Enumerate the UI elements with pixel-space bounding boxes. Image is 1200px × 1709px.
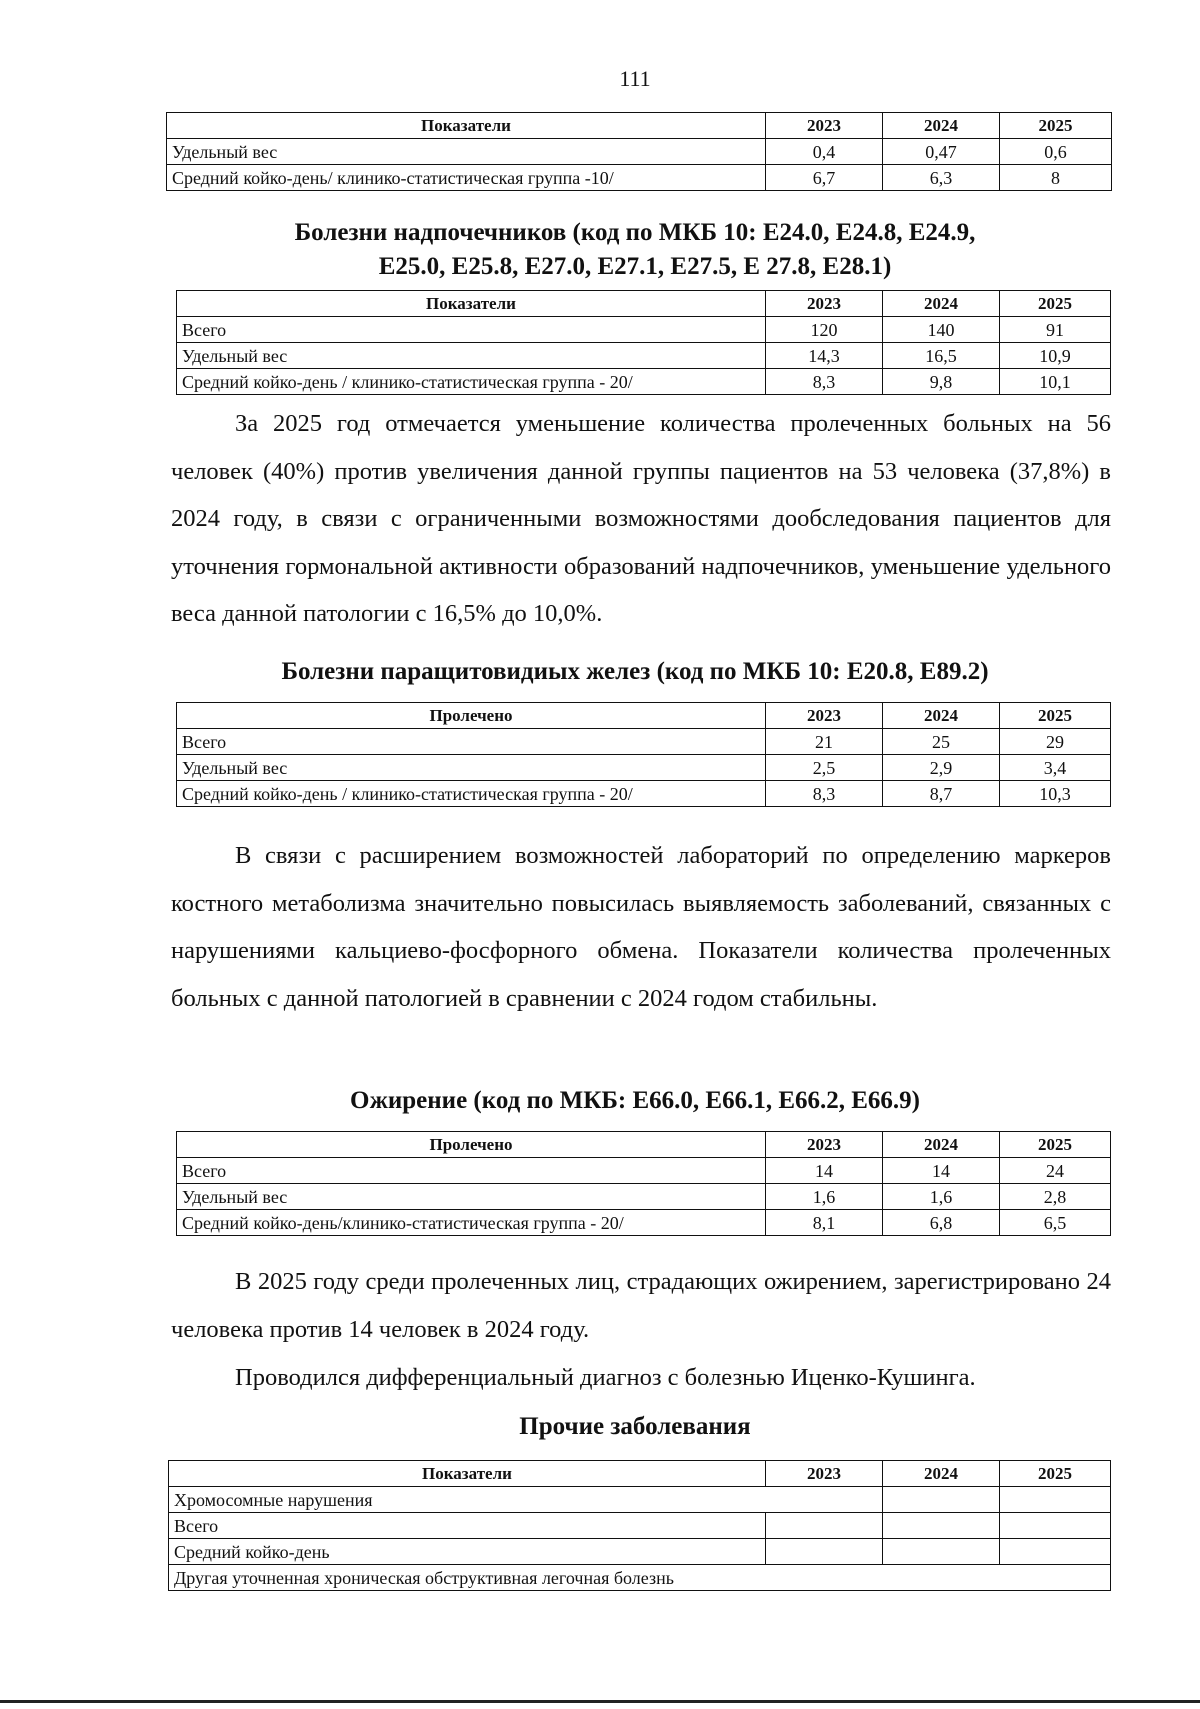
paragraph-text: Проводился дифференциальный диагноз с болезнью Иценко-Кушинга. bbox=[235, 1364, 976, 1391]
column-header: 2024 bbox=[883, 1461, 1000, 1487]
cell-value: 24 bbox=[1000, 1158, 1111, 1184]
cell-value: 14 bbox=[766, 1158, 883, 1184]
column-header: 2023 bbox=[766, 703, 883, 729]
cell-value: 8,3 bbox=[766, 781, 883, 807]
paragraph-differential-diagnosis bbox=[235, 1363, 976, 1393]
cell-value: 14 bbox=[883, 1158, 1000, 1184]
cell-value: 120 bbox=[766, 317, 883, 343]
cell-value: 29 bbox=[1000, 729, 1111, 755]
cell-value: 2,8 bbox=[1000, 1184, 1111, 1210]
section-title-adrenal bbox=[160, 216, 1110, 284]
table-row bbox=[177, 781, 1111, 807]
row-label: Всего bbox=[177, 729, 766, 755]
cell-value: 10,9 bbox=[1000, 343, 1111, 369]
cell-value: 8,7 bbox=[883, 781, 1000, 807]
row-label: Всего bbox=[177, 1158, 766, 1184]
cell-value: 140 bbox=[883, 317, 1000, 343]
cell-value: 6,3 bbox=[883, 165, 1000, 191]
row-label: Средний койко-день/ клинико-статистическая группа -10/ bbox=[167, 165, 766, 191]
column-header: 2025 bbox=[1000, 1461, 1111, 1487]
column-header: 2025 bbox=[1000, 113, 1112, 139]
cell-value bbox=[766, 1539, 883, 1565]
column-header: Пролечено bbox=[177, 703, 766, 729]
row-label: Удельный вес bbox=[177, 343, 766, 369]
row-label: Средний койко-день/клинико-статистическая группа - 20/ bbox=[177, 1210, 766, 1236]
cell-value: 8,1 bbox=[766, 1210, 883, 1236]
cell-value: 14,3 bbox=[766, 343, 883, 369]
cell-value bbox=[766, 1513, 883, 1539]
cell-value: 10,3 bbox=[1000, 781, 1111, 807]
cell-value: 2,5 bbox=[766, 755, 883, 781]
row-label: Другая уточненная хроническая обструктивная легочная болезнь bbox=[169, 1565, 1111, 1591]
row-label: Средний койко-день / клинико-статистическая группа - 20/ bbox=[177, 369, 766, 395]
table-row bbox=[177, 343, 1111, 369]
cell-value: 6,8 bbox=[883, 1210, 1000, 1236]
page-number: 111 bbox=[619, 66, 651, 91]
cell-value: 8,3 bbox=[766, 369, 883, 395]
table-header-row bbox=[177, 291, 1111, 317]
paragraph-text: В связи с расширением возможностей лабораторий по определению маркеров костного метаболизма значительно повысилась выявляемость заболеваний, связанных с нарушениями кальциево-фосфорного обмена. Показатели количества пролеченных больных с данной патологией в сравнении с 2024 годом стабильны. bbox=[171, 842, 1111, 1012]
table-parathyroid bbox=[176, 702, 1111, 807]
table-header-row bbox=[167, 113, 1112, 139]
paragraph-adrenal bbox=[171, 400, 1111, 638]
cell-value bbox=[883, 1539, 1000, 1565]
column-header: 2023 bbox=[766, 1132, 883, 1158]
table-row bbox=[177, 729, 1111, 755]
cell-value bbox=[883, 1513, 1000, 1539]
row-label: Средний койко-день / клинико-статистическая группа - 20/ bbox=[177, 781, 766, 807]
table-row bbox=[167, 139, 1112, 165]
table-adrenal bbox=[176, 290, 1111, 395]
table-indicators-top bbox=[166, 112, 1112, 191]
cell-value: 2,9 bbox=[883, 755, 1000, 781]
table-row bbox=[177, 1158, 1111, 1184]
cell-value: 0,47 bbox=[883, 139, 1000, 165]
table-row bbox=[169, 1565, 1111, 1591]
table-row bbox=[177, 1184, 1111, 1210]
table-header-row bbox=[177, 703, 1111, 729]
cell-value: 0,4 bbox=[766, 139, 883, 165]
section-title-parathyroid bbox=[160, 655, 1110, 689]
section-title-line: Болезни надпочечников (код по МКБ 10: Е24.0, Е24.8, Е24.9, bbox=[294, 219, 976, 246]
row-label: Всего bbox=[177, 317, 766, 343]
cell-value: 16,5 bbox=[883, 343, 1000, 369]
column-header: 2023 bbox=[766, 291, 883, 317]
row-label: Средний койко-день bbox=[169, 1539, 766, 1565]
section-title-other bbox=[160, 1410, 1110, 1444]
column-header: 2025 bbox=[1000, 1132, 1111, 1158]
page-bottom-edge bbox=[0, 1700, 1200, 1703]
table-row bbox=[177, 369, 1111, 395]
cell-value bbox=[883, 1487, 1000, 1513]
section-title-line: Ожирение (код по МКБ: Е66.0, Е66.1, Е66.2, Е66.9) bbox=[349, 1087, 921, 1114]
column-header: 2025 bbox=[1000, 291, 1111, 317]
row-label: Всего bbox=[169, 1513, 766, 1539]
paragraph-parathyroid bbox=[171, 832, 1111, 1022]
column-header: 2024 bbox=[883, 703, 1000, 729]
row-label: Удельный вес bbox=[167, 139, 766, 165]
section-title-line: Е25.0, Е25.8, Е27.0, Е27.1, Е27.5, Е 27.8, Е28.1) bbox=[378, 253, 892, 280]
section-title-line: Болезни паращитовидиых желез (код по МКБ 10: Е20.8, Е89.2) bbox=[281, 658, 989, 685]
cell-value bbox=[1000, 1513, 1111, 1539]
cell-value: 91 bbox=[1000, 317, 1111, 343]
paragraph-obesity bbox=[171, 1258, 1111, 1353]
table-row bbox=[177, 755, 1111, 781]
cell-value: 8 bbox=[1000, 165, 1112, 191]
column-header: 2024 bbox=[883, 291, 1000, 317]
row-label: Удельный вес bbox=[177, 1184, 766, 1210]
cell-value: 1,6 bbox=[883, 1184, 1000, 1210]
column-header: 2024 bbox=[883, 113, 1000, 139]
table-row bbox=[177, 1210, 1111, 1236]
cell-value: 0,6 bbox=[1000, 139, 1112, 165]
section-title-line: Прочие заболевания bbox=[519, 1413, 751, 1440]
row-label: Удельный вес bbox=[177, 755, 766, 781]
cell-value: 21 bbox=[766, 729, 883, 755]
cell-value: 25 bbox=[883, 729, 1000, 755]
table-row bbox=[177, 317, 1111, 343]
section-title-obesity bbox=[160, 1084, 1110, 1118]
row-label: Хромосомные нарушения bbox=[169, 1487, 883, 1513]
paragraph-text: За 2025 год отмечается уменьшение количества пролеченных больных на 56 человек (40%) против увеличения данной группы пациентов на 53 человека (37,8%) в 2024 году, в связи с ограниченными возможностями дообследования пациентов для уточнения гормональной активности образований надпочечников, уменьшение удельного веса данной патологии с 16,5% до 10,0%. bbox=[171, 410, 1111, 627]
table-row bbox=[169, 1513, 1111, 1539]
table-row bbox=[167, 165, 1112, 191]
column-header: 2024 bbox=[883, 1132, 1000, 1158]
table-row bbox=[169, 1487, 1111, 1513]
cell-value: 6,5 bbox=[1000, 1210, 1111, 1236]
cell-value: 9,8 bbox=[883, 369, 1000, 395]
column-header: 2023 bbox=[766, 113, 883, 139]
column-header: Показатели bbox=[167, 113, 766, 139]
cell-value: 1,6 bbox=[766, 1184, 883, 1210]
table-header-row bbox=[169, 1461, 1111, 1487]
paragraph-text: В 2025 году среди пролеченных лиц, страдающих ожирением, зарегистрировано 24 человека против 14 человек в 2024 году. bbox=[171, 1268, 1111, 1343]
table-other bbox=[168, 1460, 1111, 1591]
cell-value: 10,1 bbox=[1000, 369, 1111, 395]
table-header-row bbox=[177, 1132, 1111, 1158]
table-row bbox=[169, 1539, 1111, 1565]
column-header: 2025 bbox=[1000, 703, 1111, 729]
column-header: 2023 bbox=[766, 1461, 883, 1487]
cell-value: 6,7 bbox=[766, 165, 883, 191]
cell-value bbox=[1000, 1487, 1111, 1513]
cell-value bbox=[1000, 1539, 1111, 1565]
cell-value: 3,4 bbox=[1000, 755, 1111, 781]
column-header: Показатели bbox=[177, 291, 766, 317]
column-header: Показатели bbox=[169, 1461, 766, 1487]
table-obesity bbox=[176, 1131, 1111, 1236]
column-header: Пролечено bbox=[177, 1132, 766, 1158]
